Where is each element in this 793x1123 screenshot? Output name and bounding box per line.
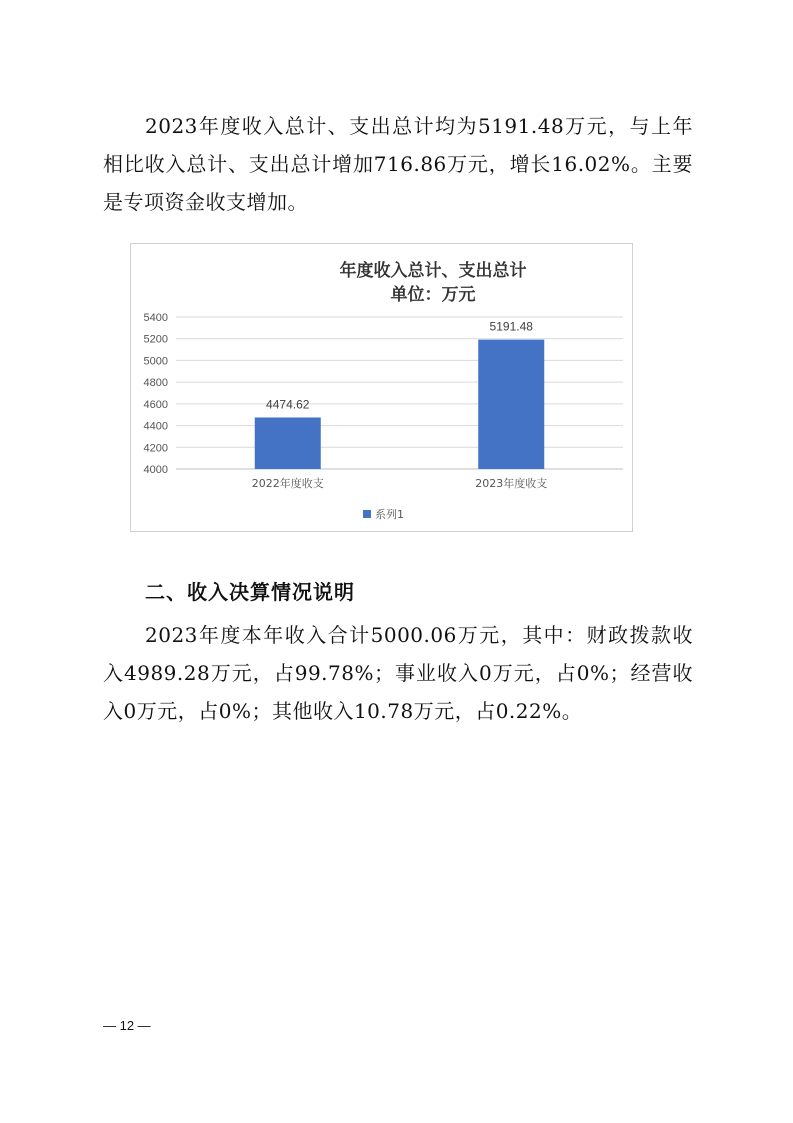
legend-swatch bbox=[363, 510, 371, 518]
section2-paragraph bbox=[103, 616, 693, 730]
legend-label: 系列1 bbox=[375, 508, 404, 521]
y-tick-label: 4200 bbox=[143, 442, 168, 455]
bar bbox=[255, 417, 321, 469]
chart-gridlines bbox=[176, 317, 623, 469]
x-tick-label: 2022年度收支 bbox=[251, 477, 324, 490]
y-tick-label: 4000 bbox=[143, 464, 168, 476]
chart-y-ticks bbox=[144, 312, 168, 476]
y-tick-label: 4400 bbox=[143, 420, 168, 433]
section2-text: 2023年度本年收入合计5000.06万元，其中：财政拨款收入4989.28万元，占99.78%；事业收入0万元，占0%；经营收入0万元，占0%；其他收入10.78万元，占0.22%。 bbox=[103, 623, 693, 723]
y-tick-label: 4800 bbox=[143, 377, 168, 390]
summary-paragraph bbox=[103, 107, 693, 221]
y-tick-label: 5200 bbox=[143, 333, 168, 346]
y-tick-label: 5000 bbox=[143, 355, 168, 368]
data-label: 5191.48 bbox=[489, 319, 533, 334]
chart-subtitle: 单位：万元 bbox=[390, 285, 476, 305]
section2-heading: 二、收入决算情况说明 bbox=[145, 580, 355, 604]
y-tick-label: 5400 bbox=[143, 312, 168, 324]
page-number: — 12 — bbox=[103, 1018, 151, 1033]
chart-x-ticks bbox=[252, 476, 548, 490]
chart-title: 年度收入总计、支出总计 bbox=[339, 261, 527, 281]
income-expense-chart bbox=[130, 243, 633, 532]
chart-svg bbox=[131, 244, 634, 533]
summary-text: 2023年度收入总计、支出总计均为5191.48万元，与上年相比收入总计、支出总计增加716.86万元，增长16.02%。主要是专项资金收支增加。 bbox=[103, 114, 693, 214]
data-label: 4474.62 bbox=[266, 397, 310, 412]
y-tick-label: 4600 bbox=[143, 398, 168, 411]
bar bbox=[478, 340, 544, 469]
x-tick-label: 2023年度收支 bbox=[475, 477, 548, 490]
